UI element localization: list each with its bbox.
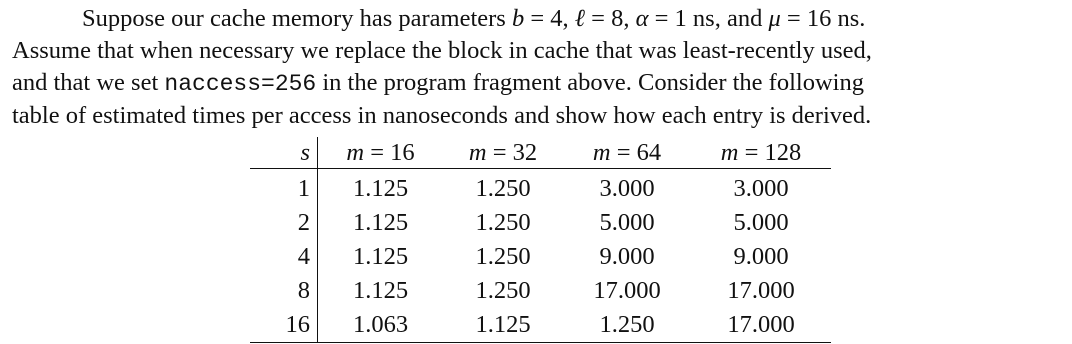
m-variable: m — [592, 139, 611, 166]
line1-text: Suppose our cache memory has parameters — [82, 5, 512, 32]
m64-value: = 64 — [610, 139, 662, 166]
paragraph-line-2: Assume that when necessary we replace the block in cache that was least-recently used, — [12, 37, 872, 64]
problem-paragraph — [12, 3, 1062, 132]
header-m128 — [691, 137, 831, 169]
code-naccess: naccess=256 — [164, 71, 317, 97]
cell-s: 16 — [250, 308, 318, 343]
table-header-row — [250, 137, 831, 169]
l-variable: ℓ — [574, 5, 586, 32]
table-row — [250, 169, 831, 207]
cell-value: 1.125 — [352, 175, 409, 202]
mu-value: = 16 ns. — [780, 5, 866, 32]
b-variable: b — [511, 5, 525, 32]
paragraph-line-1 — [12, 3, 1062, 35]
cell-value: 17.000 — [593, 277, 661, 304]
paragraph-line-4: table of estimated times per access in nanoseconds and show how each entry is derived. — [12, 102, 872, 129]
cell-value: 3.000 — [733, 175, 789, 202]
m-variable: m — [346, 139, 365, 166]
header-m64 — [563, 137, 691, 169]
cell-value: 1.250 — [475, 243, 531, 270]
line3-text-post: in the program fragment above. Consider the following — [316, 69, 864, 96]
cell-value: 17.000 — [691, 308, 831, 343]
l-value: = 8, — [585, 5, 636, 32]
cell-s: 4 — [250, 240, 318, 274]
cell-value: 3.000 — [599, 175, 655, 202]
cell-value: 1.250 — [475, 209, 531, 236]
m-variable: m — [720, 139, 739, 166]
header-m32 — [443, 137, 563, 169]
cell-value: 1.250 — [563, 308, 691, 343]
b-value: = 4, — [524, 5, 575, 32]
header-s: s — [250, 137, 318, 169]
cell-value: 5.000 — [733, 209, 789, 236]
cell-value: 9.000 — [599, 243, 655, 270]
cell-value: 1.125 — [443, 308, 563, 343]
cell-s: 2 — [250, 206, 318, 240]
cell-value: 1.125 — [352, 209, 409, 236]
m16-value: = 16 — [364, 139, 415, 166]
cell-value: 1.250 — [475, 175, 531, 202]
alpha-value: = 1 ns, and — [648, 5, 769, 32]
mu-variable: μ — [768, 5, 781, 32]
table-row — [250, 274, 831, 308]
line3-text-pre: and that we set — [12, 69, 165, 96]
cell-value: 17.000 — [727, 277, 795, 304]
cell-value: 9.000 — [733, 243, 789, 270]
alpha-variable: α — [635, 5, 649, 32]
cell-value: 1.063 — [318, 308, 444, 343]
paragraph-line-3 — [12, 67, 1062, 100]
cell-value: 5.000 — [599, 209, 655, 236]
cell-value: 1.250 — [475, 277, 531, 304]
cell-s: 8 — [250, 274, 318, 308]
m128-value: = 128 — [738, 139, 802, 166]
table-row — [250, 206, 831, 240]
table-row — [250, 240, 831, 274]
header-m16 — [318, 137, 444, 169]
m32-value: = 32 — [486, 139, 538, 166]
cell-value: 1.125 — [352, 277, 409, 304]
table-row — [250, 308, 831, 343]
cell-s: 1 — [250, 169, 318, 207]
access-time-table — [250, 137, 831, 343]
cell-value: 1.125 — [352, 243, 409, 270]
m-variable: m — [468, 139, 487, 166]
